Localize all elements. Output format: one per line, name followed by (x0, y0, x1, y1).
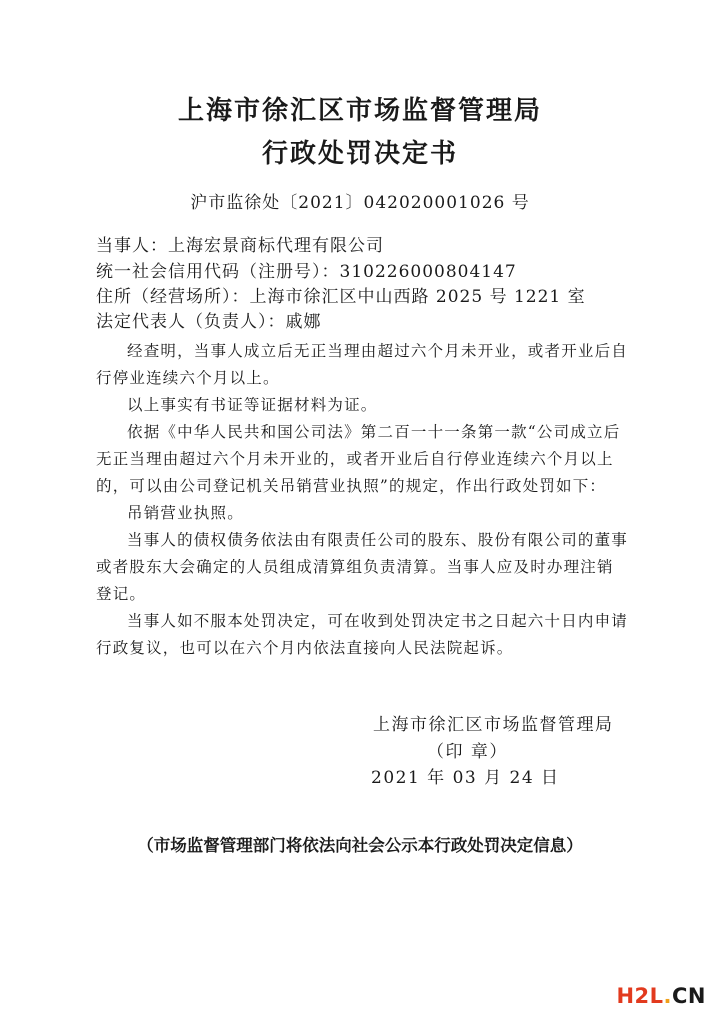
liquidation-paragraph: 当事人的债权债务依法由有限责任公司的股东、股份有限公司的董事或者股东大会确定的人员组成清算组负责清算。当事人应及时办理注销登记。 (96, 531, 629, 603)
issue-date: 2021 年 03 月 24 日 (371, 768, 560, 788)
party-address: 住所（经营场所）：上海市徐汇区中山西路 2025 号 1221 室 (96, 287, 586, 307)
penalty-paragraph: 吊销营业执照。 (127, 504, 244, 522)
watermark-dot: . (663, 984, 672, 1008)
watermark-h2l: H2L (616, 984, 664, 1008)
title-line1: 上海市徐汇区市场监督管理局 (177, 96, 542, 126)
document-number: 沪市监徐处〔2021〕042020001026 号 (190, 193, 530, 213)
credit-code: 统一社会信用代码（注册号）：310226000804147 (96, 262, 517, 282)
seal-label: （印 章） (427, 742, 508, 762)
evidence-paragraph: 以上事实有书证等证据材料为证。 (127, 396, 378, 414)
finding-paragraph: 经查明，当事人成立后无正当理由超过六个月未开业，或者开业后自行停业连续六个月以上。 (96, 342, 629, 387)
party-name: 当事人：上海宏景商标代理有限公司 (96, 236, 384, 256)
watermark-cn: CN (672, 984, 706, 1008)
legal-basis-paragraph: 依据《中华人民共和国公司法》第二百一十一条第一款“公司成立后无正当理由超过六个月未开业的，或者开业后自行停业连续六个月以上的，可以由公司登记机关吊销营业执照”的规定，作出行政处罚如下： (96, 423, 621, 495)
watermark-logo (616, 984, 706, 1008)
public-notice: （市场监督管理部门将依法向社会公示本行政处罚决定信息） (137, 836, 583, 855)
legal-representative: 法定代表人（负责人）：戚娜 (96, 312, 322, 332)
appeal-paragraph: 当事人如不服本处罚决定，可在收到处罚决定书之日起六十日内申请行政复议，也可以在六个月内依法直接向人民法院起诉。 (96, 612, 629, 657)
title-line2: 行政处罚决定书 (261, 139, 458, 169)
issuing-authority: 上海市徐汇区市场监督管理局 (373, 715, 614, 735)
